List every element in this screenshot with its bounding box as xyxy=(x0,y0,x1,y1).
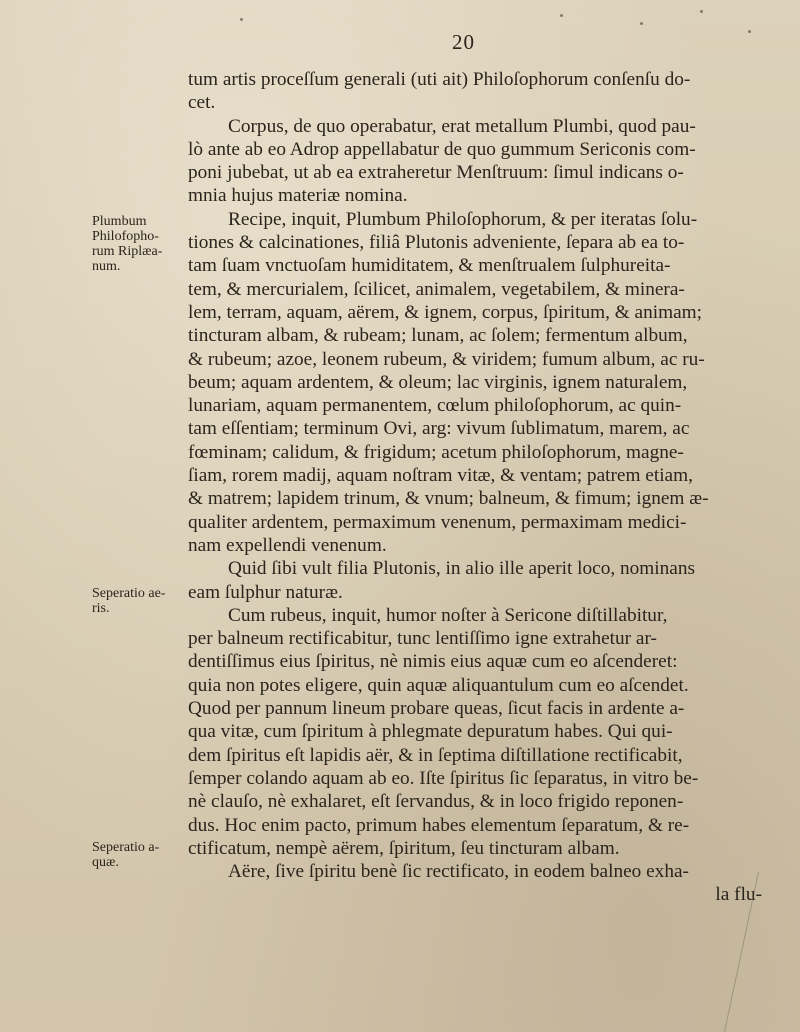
marginal-note-separatio-aquae xyxy=(92,840,182,870)
text-line: dentiſſimus eius ſpiritus, nè nimis eius aquæ cum eo aſcenderet: xyxy=(188,651,678,673)
text-line: eam ſulphur naturæ. xyxy=(188,581,343,603)
ink-speck xyxy=(640,22,643,25)
marginal-note-separatio-aeris xyxy=(92,586,182,616)
text-line: dus. Hoc enim pacto, primum habes elementum ſeparatum, & re- xyxy=(188,814,690,836)
text-line: lem, terram, aquam, aërem, & ignem, corpus, ſpiritum, & animam; xyxy=(188,301,703,323)
text-line: ſiam, rorem madij, aquam noſtram vitæ, & ventam; patrem etiam, xyxy=(188,465,693,487)
text-line: qualiter ardentem, permaximum venenum, permaximam medici- xyxy=(188,511,687,533)
marginal-note-line: Plumbum xyxy=(92,214,147,229)
marginal-note-line: rum Riplæa- xyxy=(92,244,163,259)
text-line: Quid ſibi vult filia Plutonis, in alio ille aperit loco, nominans xyxy=(228,558,695,580)
text-line: ctificatum, nempè aërem, ſpiritum, ſeu tincturam albam. xyxy=(188,837,620,859)
ink-speck xyxy=(560,14,563,17)
text-line: tam eſſentiam; terminum Ovi, arg: vivum ſublimatum, marem, ac xyxy=(188,418,690,440)
text-line: Corpus, de quo operabatur, erat metallum Plumbi, quod pau- xyxy=(228,115,696,137)
text-line: beum; aquam ardentem, & oleum; lac virginis, ignem naturalem, xyxy=(188,371,688,393)
text-line: nam expellendi venenum. xyxy=(188,534,387,556)
marginal-note-line: num. xyxy=(92,259,121,274)
marginal-note-line: Philofopho- xyxy=(92,229,159,244)
marginal-note-line: quæ. xyxy=(92,855,119,870)
page-number: 20 xyxy=(452,30,475,54)
text-line: Quod per pannum lineum probare queas, ſicut facis in ardente a- xyxy=(188,698,685,720)
text-line: qua vitæ, cum ſpiritum à phlegmate depuratum habes. Qui qui- xyxy=(188,721,673,743)
ink-speck xyxy=(700,10,703,13)
text-line: tum artis proceſſum generali (uti ait) Philoſophorum conſenſu do- xyxy=(188,69,691,90)
text-line: lò ante ab eo Adrop appellabatur de quo gummum Sericonis com- xyxy=(188,138,696,160)
text-line: cet. xyxy=(188,92,216,114)
text-line: poni jubebat, ut ab ea extraheretur Menſtruum: ſimul indicans o- xyxy=(188,162,684,184)
text-line: dem ſpiritus eſt lapidis aër, & in ſeptima diſtillatione rectificabit, xyxy=(188,744,683,766)
text-line: per balneum rectificabitur, tunc lentiſſimo igne extrahetur ar- xyxy=(188,628,657,650)
text-line: lunariam, aquam permanentem, cœlum philoſophorum, ac quin- xyxy=(188,395,682,417)
text-line: quia non potes eligere, quin aquæ aliquantulum cum eo aſcendet. xyxy=(188,674,689,696)
text-line: & rubeum; azoe, leonem rubeum, & viridem; fumum album, ac ru- xyxy=(188,348,705,370)
marginal-note-line: Seperatio ae- xyxy=(92,586,166,601)
text-line: Cum rubeus, inquit, humor noſter à Sericone diſtillabitur, xyxy=(228,604,668,626)
marginal-note-line: ris. xyxy=(92,601,110,616)
text-line: tem, & mercurialem, ſcilicet, animalem, vegetabilem, & minera- xyxy=(188,278,685,300)
text-line: tam ſuam vnctuoſam humiditatem, & menſtrualem ſulphureita- xyxy=(188,255,671,277)
text-line: ſemper colando aquam ab eo. Iſte ſpiritus ſic ſeparatus, in vitro be- xyxy=(188,767,699,789)
text-line: Recipe, inquit, Plumbum Philoſophorum, & per iteratas ſolu- xyxy=(228,208,698,230)
text-line: fœminam; calidum, & frigidum; acetum philoſophorum, magne- xyxy=(188,441,684,463)
text-line: tiones & calcinationes, filiâ Plutonis adveniente, ſepara ab ea to- xyxy=(188,232,685,254)
catchword: la flu- xyxy=(715,884,762,906)
text-line: tincturam albam, & rubeam; lunam, ac ſolem; fermentum album, xyxy=(188,325,688,347)
marginal-note-plumbum xyxy=(92,214,182,274)
marginal-note-line: Seperatio a- xyxy=(92,840,160,855)
ink-speck xyxy=(748,30,751,33)
body-text xyxy=(188,68,768,907)
text-line: & matrem; lapidem trinum, & vnum; balneum, & fimum; ignem æ- xyxy=(188,488,709,510)
text-line: Aëre, ſive ſpiritu benè ſic rectificato, in eodem balneo exha- xyxy=(228,861,689,883)
text-line: nè clauſo, nè exhalaret, eſt ſervandus, & in loco frigido reponen- xyxy=(188,791,684,813)
ink-speck xyxy=(240,18,243,21)
text-line: mnia hujus materiæ nomina. xyxy=(188,185,408,207)
